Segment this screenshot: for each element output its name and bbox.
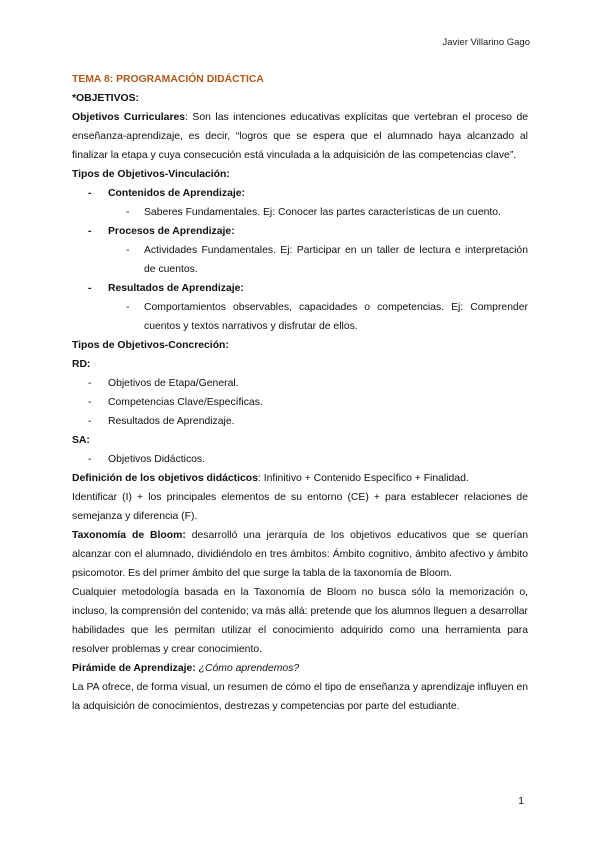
vinculacion-subitem: - Comportamientos observables, capacidades o competencias. Ej: Comprender cuentos y textos narrativos y disfrutar de ellos. bbox=[72, 298, 528, 336]
page-number: 1 bbox=[518, 796, 524, 807]
definicion-paragraph bbox=[72, 469, 528, 488]
vinculacion-subitem: - Saberes Fundamentales. Ej: Conocer las partes características de un cuento. bbox=[72, 203, 528, 222]
objetivos-heading: *OBJETIVOS: bbox=[72, 93, 139, 104]
bloom-text: desarrolló una jerarquía de los objetivos educativos que se querían alcanzar con el alumnado, dividiéndolo en tres ámbitos: Ámbito cognitivo, ámbito afectivo y ámbito psicomotor. Es del primer ámbito del que surge la tabla de la taxonomía de Bloom. bbox=[72, 530, 529, 579]
piramide-question: ¿Cómo aprendemos? bbox=[198, 663, 300, 674]
vinculacion-heading: Tipos de Objetivos-Vinculación: bbox=[72, 169, 230, 180]
rd-item: - Competencias Clave/Específicas. bbox=[72, 393, 528, 412]
piramide-label: Pirámide de Aprendizaje: bbox=[72, 663, 196, 674]
vinculacion-item: - Contenidos de Aprendizaje: bbox=[72, 184, 528, 203]
curriculares-paragraph bbox=[72, 108, 528, 165]
curriculares-label: Objetivos Curriculares bbox=[72, 112, 186, 123]
piramide-heading bbox=[72, 659, 528, 678]
vinculacion-subitem: - Actividades Fundamentales. Ej: Participar en un taller de lectura e interpretación de cuentos. bbox=[72, 241, 528, 279]
bloom-label: Taxonomía de Bloom: bbox=[72, 530, 186, 541]
curriculares-text: : Son las intenciones educativas explícitas que vertebran el proceso de enseñanza-aprendizaje, es decir, “logros que se espera que el alumnado haya alcanzado al finalizar la etapa y cuya consecución está vinculada a la adquisición de las competencias clave”. bbox=[72, 112, 528, 161]
piramide-paragraph: La PA ofrece, de forma visual, un resumen de cómo el tipo de enseñanza y aprendizaje influyen en la adquisición de conocimientos, destrezas y competencias por parte del estudiante. bbox=[72, 682, 528, 712]
rd-label: RD: bbox=[72, 359, 91, 370]
definicion-text: : Infinitivo + Contenido Específico + Finalidad. bbox=[257, 473, 469, 484]
bloom-paragraph bbox=[72, 526, 528, 583]
definicion-example: Identificar (I) + los principales elementos de su entorno (CE) + para establecer relaciones de semejanza y diferencia (F). bbox=[72, 492, 528, 522]
vinculacion-item: - Procesos de Aprendizaje: bbox=[72, 222, 528, 241]
vinculacion-item: - Resultados de Aprendizaje: bbox=[72, 279, 528, 298]
sa-label: SA: bbox=[72, 435, 90, 446]
concrecion-heading: Tipos de Objetivos-Concreción: bbox=[72, 340, 229, 351]
sa-item: - Objetivos Didácticos. bbox=[72, 450, 528, 469]
page-title: TEMA 8: PROGRAMACIÓN DIDÁCTICA bbox=[72, 74, 264, 85]
document-body bbox=[72, 70, 528, 716]
definicion-label: Definición de los objetivos didácticos bbox=[72, 473, 258, 484]
rd-item: - Resultados de Aprendizaje. bbox=[72, 412, 528, 431]
bloom-paragraph-2: Cualquier metodología basada en la Taxonomía de Bloom no busca sólo la memorización o, incluso, la comprensión del contenido; va más allá: pretende que los alumnos lleguen a desarrollar habilidades que les permitan utilizar el conocimiento adquirido como una herramienta para resolver problemas y crear conocimiento. bbox=[72, 587, 528, 655]
rd-item: - Objetivos de Etapa/General. bbox=[72, 374, 528, 393]
page-header-author: Javier Villarino Gago bbox=[442, 37, 530, 48]
